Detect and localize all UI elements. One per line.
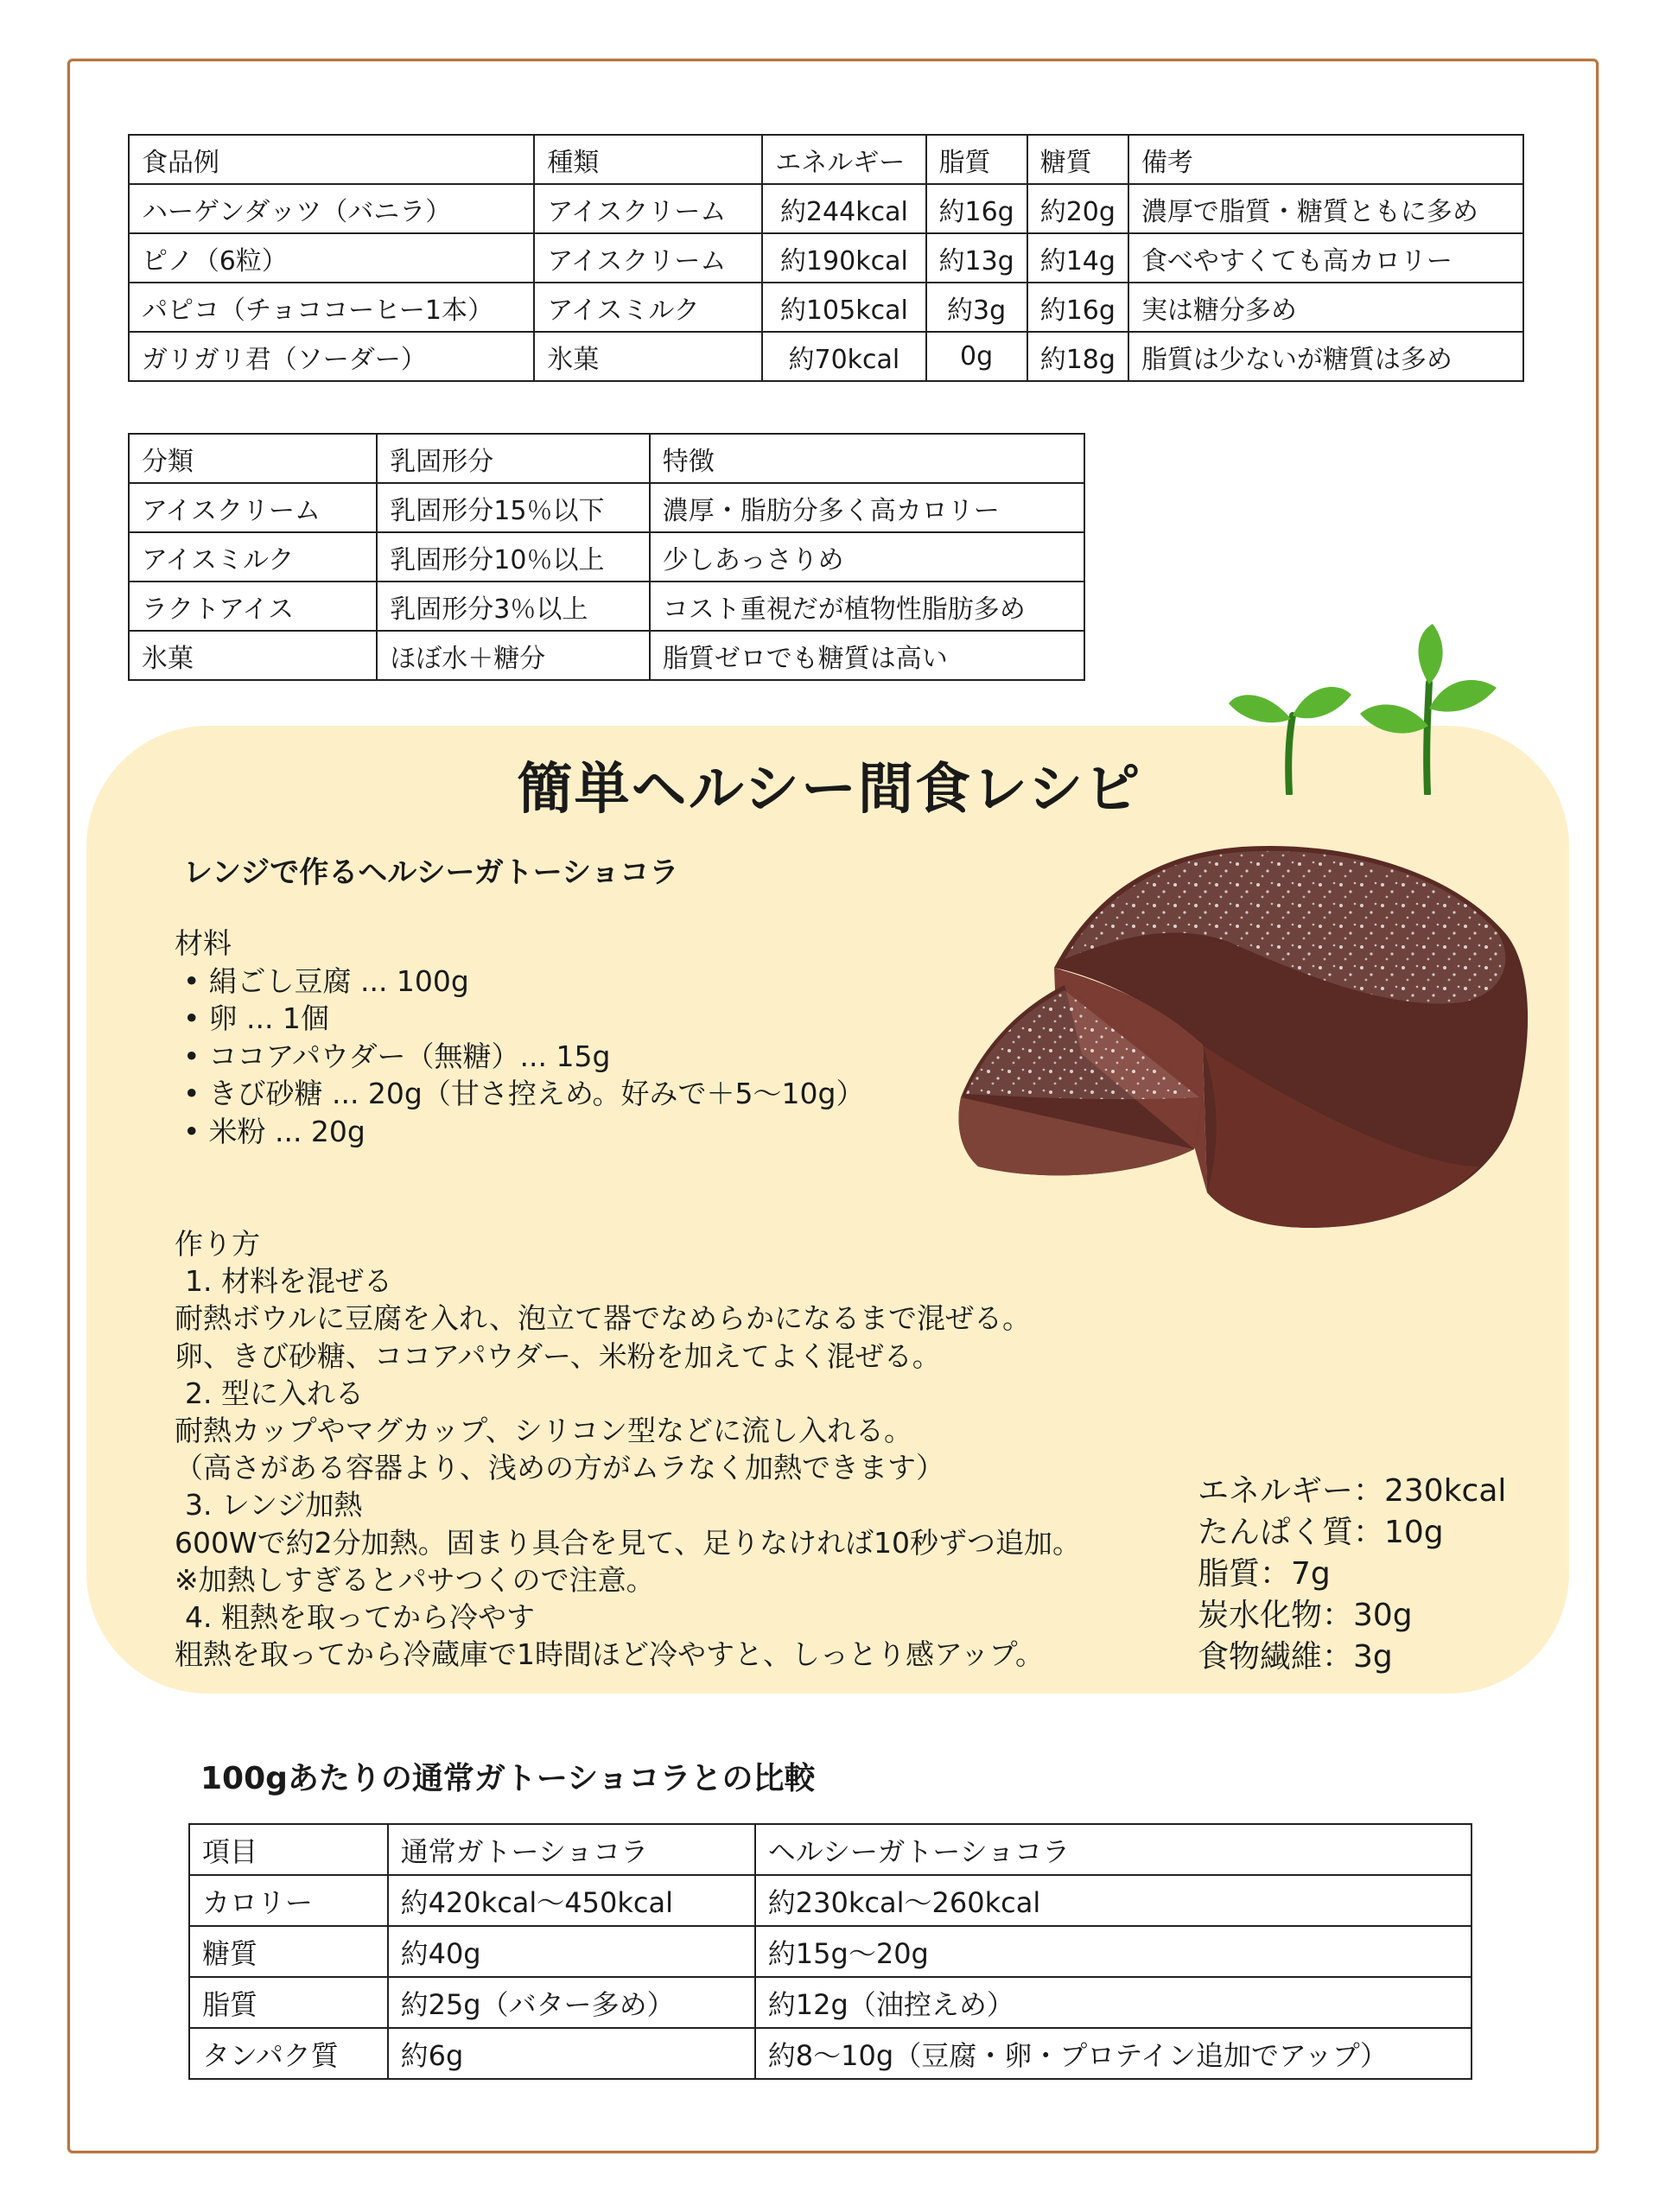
ingredients-list [175, 963, 864, 1151]
table-cell: 約15g〜20g [755, 1926, 1471, 1977]
table-cell: 約14g [1027, 233, 1128, 283]
nutrition-item: 脂質：7g [1198, 1556, 1331, 1592]
table-cell: ピノ（6粒） [129, 233, 534, 283]
table-cell: 約25g（バター多め） [388, 1977, 755, 2028]
table-header-cell: 分類 [129, 434, 377, 483]
table-cell: 約13g [926, 233, 1027, 283]
table-header-row [189, 1824, 1471, 1875]
step-title: 2. 型に入れる [185, 1376, 364, 1410]
table-cell: 氷菓 [534, 332, 762, 381]
table-cell: 0g [926, 332, 1027, 381]
comparison-table [188, 1823, 1472, 2080]
table-header-cell: 種類 [534, 135, 762, 184]
ice-cream-nutrition-table [128, 134, 1524, 382]
table-header-cell: 食品例 [129, 135, 534, 184]
table-cell: 濃厚・脂肪分多く高カロリー [650, 483, 1084, 532]
step-text: 耐熱カップやマグカップ、シリコン型などに流し入れる。 [175, 1414, 913, 1448]
step-title: 1. 材料を混ぜる [185, 1264, 392, 1299]
table-cell: 約16g [926, 184, 1027, 233]
list-item: • ココアパウダー（無糖）... 15g [175, 1038, 864, 1076]
table-cell: 約70kcal [762, 332, 925, 381]
table-cell: ラクトアイス [129, 582, 377, 631]
step-text: 600Wで約2分加熱。固まり具合を見て、足りなければ10秒ずつ追加。 [175, 1525, 1081, 1560]
table-header-cell: 項目 [189, 1824, 388, 1875]
table-cell: 約230kcal〜260kcal [755, 1875, 1471, 1926]
ice-category-table [128, 433, 1085, 681]
table-cell: 氷菓 [129, 631, 377, 680]
comparison-title: 100gあたりの通常ガトーショコラとの比較 [200, 1761, 816, 1796]
table-row [129, 184, 1523, 233]
table-cell: 約8〜10g（豆腐・卵・プロテイン追加でアップ） [755, 2028, 1471, 2079]
recipe-subtitle: レンジで作るヘルシーガトーショコラ [183, 855, 679, 890]
table-header-cell: 通常ガトーショコラ [388, 1824, 755, 1875]
table-cell: 脂質は少ないが糖質は多め [1128, 332, 1523, 381]
table-cell: アイスクリーム [129, 483, 377, 532]
list-item: • 絹ごし豆腐 ... 100g [175, 963, 864, 1001]
table-cell: 約16g [1027, 283, 1128, 332]
table-cell: 食べやすくても高カロリー [1128, 233, 1523, 283]
table-cell: 約244kcal [762, 184, 925, 233]
table-row [189, 1875, 1471, 1926]
table-row [129, 233, 1523, 283]
table-cell: 約40g [388, 1926, 755, 1977]
nutrition-item: エネルギー：230kcal [1198, 1473, 1507, 1509]
table-header-cell: エネルギー [762, 135, 925, 184]
table-cell: アイスミルク [129, 532, 377, 582]
step-text: 耐熱ボウルに豆腐を入れ、泡立て器でなめらかになるまで混ぜる。 [175, 1301, 1031, 1336]
table-cell: 乳固形分3％以上 [377, 582, 649, 631]
list-item: • 卵 ... 1個 [175, 1000, 864, 1038]
method-section [175, 1225, 1081, 1673]
table-cell: タンパク質 [189, 2028, 388, 2079]
table-header-cell: 乳固形分 [377, 434, 649, 483]
table-cell: アイスクリーム [534, 184, 762, 233]
nutrition-item: たんぱく質：10g [1198, 1515, 1444, 1550]
table-row [129, 532, 1084, 582]
table-cell: カロリー [189, 1875, 388, 1926]
chocolate-cake-illustration [944, 838, 1531, 1244]
ingredients-heading: 材料 [175, 926, 232, 960]
table-row [189, 2028, 1471, 2079]
table-row [129, 483, 1084, 532]
ingredients-section [175, 925, 864, 1150]
step-title: 3. レンジ加熱 [185, 1488, 363, 1522]
table-row [129, 631, 1084, 680]
step-title: 4. 粗熱を取ってから冷やす [185, 1600, 535, 1635]
table-header-row [129, 135, 1523, 184]
table-header-cell: ヘルシーガトーショコラ [755, 1824, 1471, 1875]
table-cell: 約18g [1027, 332, 1128, 381]
table-row [189, 1926, 1471, 1977]
recipe-title: 簡単ヘルシー間食レシピ [517, 758, 1142, 822]
table-cell: ハーゲンダッツ（バニラ） [129, 184, 534, 233]
table-cell: 約12g（油控えめ） [755, 1977, 1471, 2028]
table-header-cell: 糖質 [1027, 135, 1128, 184]
table-cell: 脂質 [189, 1977, 388, 2028]
table-cell: 乳固形分10％以上 [377, 532, 649, 582]
table-cell: 少しあっさりめ [650, 532, 1084, 582]
table-row [129, 582, 1084, 631]
table-cell: パピコ（チョココーヒー1本） [129, 283, 534, 332]
table-cell: ガリガリ君（ソーダー） [129, 332, 534, 381]
table-cell: 約3g [926, 283, 1027, 332]
table-row [189, 1977, 1471, 2028]
table-cell: アイスミルク [534, 283, 762, 332]
table-cell: 糖質 [189, 1926, 388, 1977]
table-header-row [129, 434, 1084, 483]
nutrition-facts [1198, 1471, 1506, 1678]
table-cell: ほぼ水＋糖分 [377, 631, 649, 680]
step-text: （高さがある容器より、浅めの方がムラなく加熱できます） [175, 1451, 944, 1485]
table-cell: 乳固形分15％以下 [377, 483, 649, 532]
table-cell: コスト重視だが植物性脂肪多め [650, 582, 1084, 631]
list-item: • きび砂糖 ... 20g（甘さ控えめ。好みで＋5〜10g） [175, 1075, 864, 1113]
table-header-cell: 脂質 [926, 135, 1027, 184]
step-text: ※加熱しすぎるとパサつくので注意。 [175, 1562, 655, 1597]
table-cell: 脂質ゼロでも糖質は高い [650, 631, 1084, 680]
table-cell: 約20g [1027, 184, 1128, 233]
table-row [129, 332, 1523, 381]
step-text: 粗熱を取ってから冷蔵庫で1時間ほど冷やすと、しっとり感アップ。 [175, 1637, 1045, 1672]
table-header-cell: 備考 [1128, 135, 1523, 184]
method-heading: 作り方 [175, 1227, 260, 1261]
table-header-cell: 特徴 [650, 434, 1084, 483]
table-cell: アイスクリーム [534, 233, 762, 283]
table-cell: 約105kcal [762, 283, 925, 332]
table-cell: 約190kcal [762, 233, 925, 283]
table-cell: 実は糖分多め [1128, 283, 1523, 332]
table-cell: 濃厚で脂質・糖質ともに多め [1128, 184, 1523, 233]
list-item: • 米粉 ... 20g [175, 1113, 864, 1151]
nutrition-item: 炭水化物：30g [1198, 1598, 1413, 1633]
table-cell: 約420kcal〜450kcal [388, 1875, 755, 1926]
nutrition-item: 食物繊維：3g [1198, 1639, 1393, 1675]
table-row [129, 283, 1523, 332]
step-text: 卵、きび砂糖、ココアパウダー、米粉を加えてよく混ぜる。 [175, 1338, 941, 1373]
table-cell: 約6g [388, 2028, 755, 2079]
